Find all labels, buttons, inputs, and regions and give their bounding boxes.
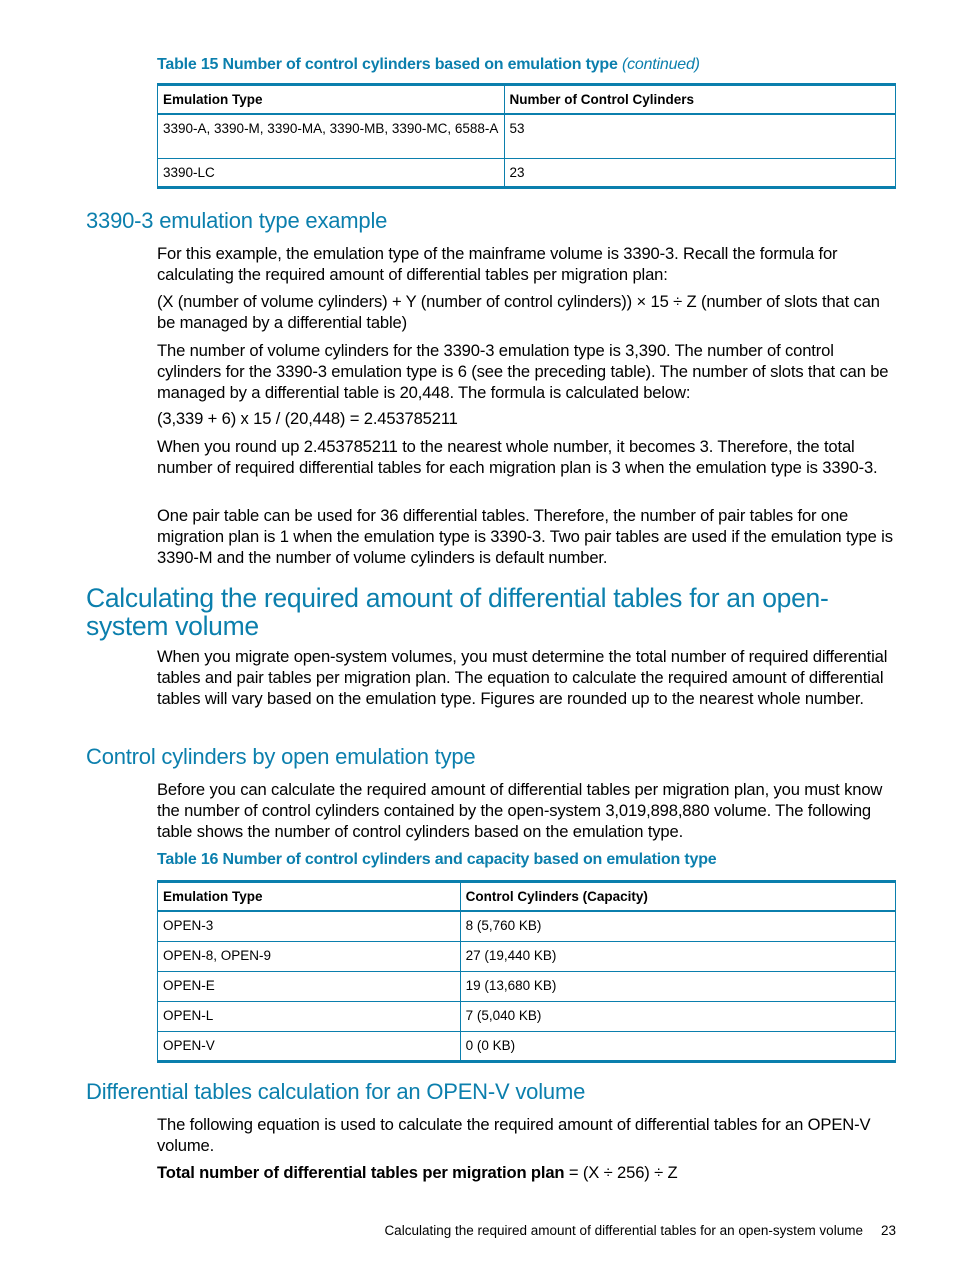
footer-title: Calculating the required amount of differential tables for an open-system volume	[384, 1223, 863, 1238]
table-cell: 19 (13,680 KB)	[460, 971, 895, 1001]
paragraph: The following equation is used to calculate the required amount of differential tables for an OPEN-V volume.	[157, 1115, 871, 1155]
table-cell: 3390-LC	[158, 158, 505, 187]
paragraph: Before you can calculate the required amount of differential tables per migration plan, you must know the number of control cylinders contained by the open-system 3,019,898,880 volume. The following table shows the number of control cylinders based on the emulation type.	[157, 780, 883, 841]
table-cell: OPEN-V	[158, 1031, 461, 1061]
table-15-caption-suffix: (continued)	[621, 56, 700, 73]
table-header-row	[158, 85, 896, 115]
formula-expression: = (X ÷ 256) ÷ Z	[564, 1163, 678, 1182]
table-15	[157, 83, 896, 189]
table-row	[158, 114, 896, 158]
formula-line	[157, 1162, 899, 1183]
table-row	[158, 971, 896, 1001]
paragraph: The number of volume cylinders for the 3390-3 emulation type is 3,390. The number of control cylinders for the 3390-3 emulation type is 6 (see the preceding table). The number of slots that can be managed by a differential table is 20,448. The formula is calculated below:	[157, 341, 889, 402]
table-cell: 7 (5,040 KB)	[460, 1001, 895, 1031]
table-row	[158, 1031, 896, 1061]
column-header: Number of Control Cylinders	[504, 85, 895, 115]
table-row	[158, 1001, 896, 1031]
table-16	[157, 880, 896, 1063]
table-row	[158, 158, 896, 187]
column-header: Control Cylinders (Capacity)	[460, 882, 895, 912]
formula-paragraph: (X (number of volume cylinders) + Y (number of control cylinders)) × 15 ÷ Z (number of slots that can be managed by a differential table)	[157, 292, 880, 332]
section-heading-3390-3: 3390-3 emulation type example	[86, 208, 388, 233]
paragraph: When you round up 2.453785211 to the nearest whole number, it becomes 3. Therefore, the total number of required differential tables for each migration plan is 3 when the emulation type is 3390-3.	[157, 437, 878, 477]
section-heading-open-system: Calculating the required amount of differential tables for an open-system volume	[86, 583, 829, 641]
table-cell: OPEN-3	[158, 911, 461, 941]
table-cell: 0 (0 KB)	[460, 1031, 895, 1061]
table-15-caption	[157, 56, 700, 74]
table-15-caption-text: Table 15 Number of control cylinders based on emulation type	[157, 56, 618, 73]
section-heading-open-v: Differential tables calculation for an OPEN-V volume	[86, 1079, 586, 1104]
table-cell: OPEN-E	[158, 971, 461, 1001]
table-cell: 3390-A, 3390-M, 3390-MA, 3390-MB, 3390-MC, 6588-A	[158, 114, 505, 158]
table-cell: 27 (19,440 KB)	[460, 941, 895, 971]
section-heading-control-cylinders: Control cylinders by open emulation type	[86, 744, 476, 769]
table-row	[158, 911, 896, 941]
table-cell: OPEN-8, OPEN-9	[158, 941, 461, 971]
page-number: 23	[880, 1223, 896, 1238]
column-header: Emulation Type	[158, 85, 505, 115]
table-cell: 8 (5,760 KB)	[460, 911, 895, 941]
paragraph: For this example, the emulation type of the mainframe volume is 3390-3. Recall the formula for calculating the required amount of differential tables per migration plan:	[157, 244, 838, 284]
paragraph: One pair table can be used for 36 differential tables. Therefore, the number of pair tables for one migration plan is 1 when the emulation type is 3390-3. Two pair tables are used if the emulation type is 3390-M and the number of volume cylinders is default number.	[157, 506, 893, 567]
formula-label: Total number of differential tables per migration plan	[157, 1163, 565, 1182]
table-header-row	[158, 882, 896, 912]
paragraph: When you migrate open-system volumes, you must determine the total number of required differential tables and pair tables per migration plan. The equation to calculate the required amount of differential tables will vary based on the emulation type. Figures are rounded up to the nearest whole number.	[157, 647, 888, 708]
table-cell: 23	[504, 158, 895, 187]
table-row	[158, 941, 896, 971]
table-16-caption: Table 16 Number of control cylinders and capacity based on emulation type	[157, 851, 717, 868]
column-header: Emulation Type	[158, 882, 461, 912]
table-cell: 53	[504, 114, 895, 158]
table-cell: OPEN-L	[158, 1001, 461, 1031]
calculation-line: (3,339 + 6) x 15 / (20,448) = 2.453785211	[157, 409, 458, 428]
page-footer	[384, 1223, 896, 1238]
